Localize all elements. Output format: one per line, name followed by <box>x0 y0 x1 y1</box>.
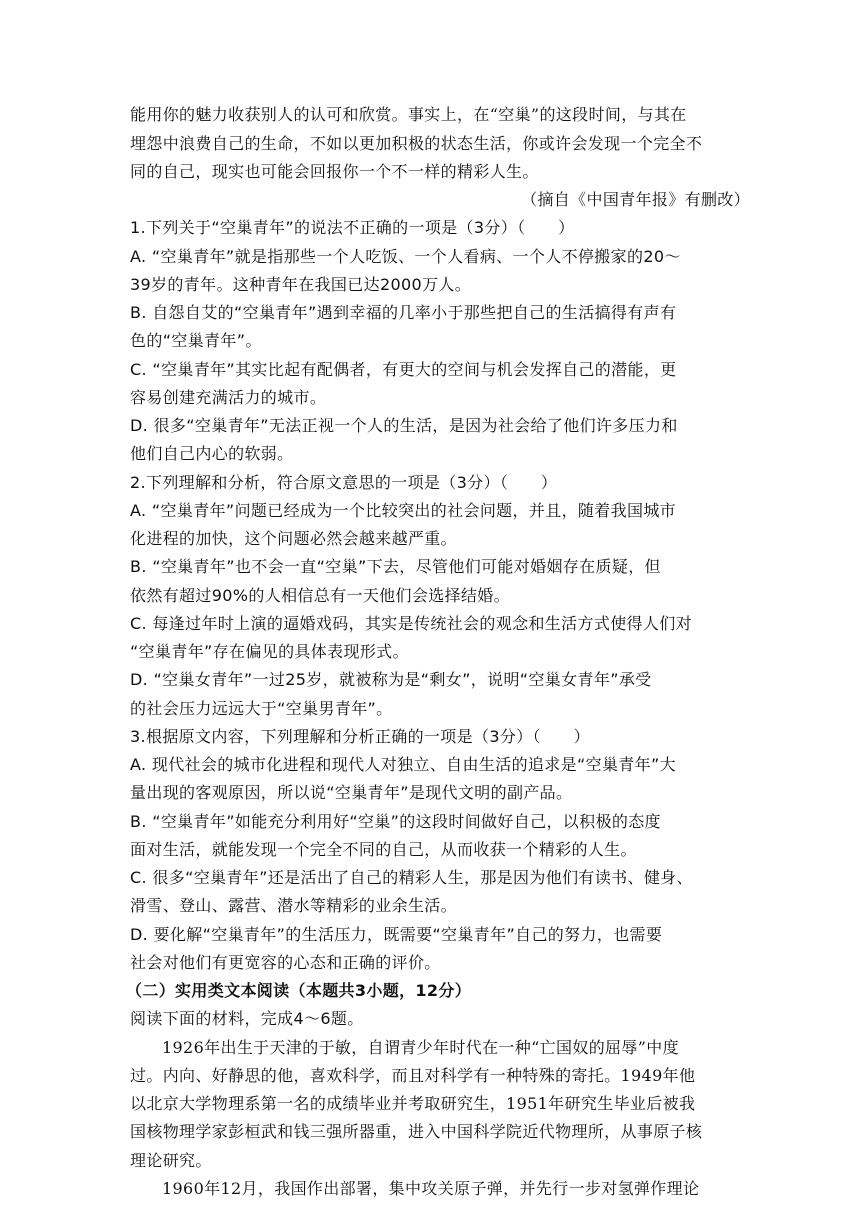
option-line: A. “空巢青年”就是指那些一个人吃饭、一个人看病、一个人不停搬家的20～ <box>130 247 681 266</box>
passage-line: 1926年出生于天津的于敏，自谓青少年时代在一种“亡国奴的屈辱”中度 <box>162 1038 679 1057</box>
option-line: A. “空巢青年”问题已经成为一个比较突出的社会问题，并且，随着我国城市 <box>130 501 677 520</box>
option-line: B. “空巢青年”如能充分利用好“空巢”的这段时间做好自己，以积极的态度 <box>130 812 661 831</box>
question-stem: 1.下列关于“空巢青年”的说法不正确的一项是（3分）（ ） <box>130 218 575 237</box>
option-line: “空巢青年”存在偏见的具体表现形式。 <box>130 642 409 661</box>
option-line: C. 很多“空巢青年”还是活出了自己的精彩人生，那是因为他们有读书、健身、 <box>130 868 693 887</box>
option-line: C. 每逢过年时上演的逼婚戏码，其实是传统社会的观念和生活方式使得人们对 <box>130 614 692 633</box>
option-line: D. 要化解“空巢青年”的生活压力，既需要“空巢青年”自己的努力，也需要 <box>130 925 663 944</box>
option-line: B. “空巢青年”也不会一直“空巢”下去，尽管他们可能对婚姻存在质疑，但 <box>130 557 661 576</box>
option-line: 色的“空巢青年”。 <box>130 331 262 350</box>
option-line: D. “空巢女青年”一过25岁，就被称为是“剩女”，说明“空巢女青年”承受 <box>130 670 652 689</box>
option-line: 他们自己内心的软弱。 <box>130 444 294 463</box>
question-stem: 3.根据原文内容，下列理解和分析正确的一项是（3分）（ ） <box>130 727 590 746</box>
passage-line: 同的自己，现实也可能会回报你一个不一样的精彩人生。 <box>130 162 539 181</box>
passage-line: 埋怨中浪费自己的生命，不如以更加积极的状态生活，你或许会发现一个完全不 <box>130 134 703 153</box>
passage-line: 1960年12月，我国作出部署，集中攻关原子弹，并先行一步对氢弹作理论 <box>162 1179 700 1198</box>
question-stem: 2.下列理解和分析，符合原文意思的一项是（3分）（ ） <box>130 473 558 492</box>
passage-line: 能用你的魅力收获别人的认可和欣赏。事实上，在“空巢”的这段时间，与其在 <box>130 105 687 124</box>
option-line: A. 现代社会的城市化进程和现代人对独立、自由生活的追求是“空巢青年”大 <box>130 755 677 774</box>
option-line: 依然有超过90%的人相信总有一天他们会选择结婚。 <box>130 586 510 605</box>
passage-line: 过。内向、好静思的他，喜欢科学，而且对科学有一种特殊的寄托。1949年他 <box>130 1066 696 1085</box>
option-line: 量出现的客观原因，所以说“空巢青年”是现代文明的副产品。 <box>130 783 573 802</box>
passage-line: 理论研究。 <box>130 1151 212 1170</box>
option-line: 化进程的加快，这个问题必然会越来越严重。 <box>130 529 458 548</box>
option-line: 的社会压力远远大于“空巢男青年”。 <box>130 699 393 718</box>
source-note: （摘自《中国青年报》有删改） <box>521 190 750 209</box>
option-line: 容易创建充满活力的城市。 <box>130 388 327 407</box>
option-line: 面对生活，就能发现一个完全不同的自己，从而收获一个精彩的人生。 <box>130 840 637 859</box>
option-line: 39岁的青年。这种青年在我国已达2000万人。 <box>130 275 472 294</box>
option-line: 社会对他们有更宽容的心态和正确的评价。 <box>130 953 441 972</box>
option-line: B. 自怨自艾的“空巢青年”遇到幸福的几率小于那些把自己的生活搞得有声有 <box>130 303 677 322</box>
section-instruction: 阅读下面的材料，完成4～6题。 <box>130 1009 364 1028</box>
option-line: C. “空巢青年”其实比起有配偶者，有更大的空间与机会发挥自己的潜能，更 <box>130 360 677 379</box>
passage-line: 以北京大学物理系第一名的成绩毕业并考取研究生，1951年研究生毕业后被我 <box>130 1094 696 1113</box>
section-heading: （二）实用类文本阅读（本题共3小题，12分） <box>126 981 472 1000</box>
passage-line: 国核物理学家彭桓武和钱三强所器重，进入中国科学院近代物理所，从事原子核 <box>130 1122 703 1141</box>
option-line: D. 很多“空巢青年”无法正视一个人的生活，是因为社会给了他们许多压力和 <box>130 416 678 435</box>
option-line: 滑雪、登山、露营、潜水等精彩的业余生活。 <box>130 896 458 915</box>
